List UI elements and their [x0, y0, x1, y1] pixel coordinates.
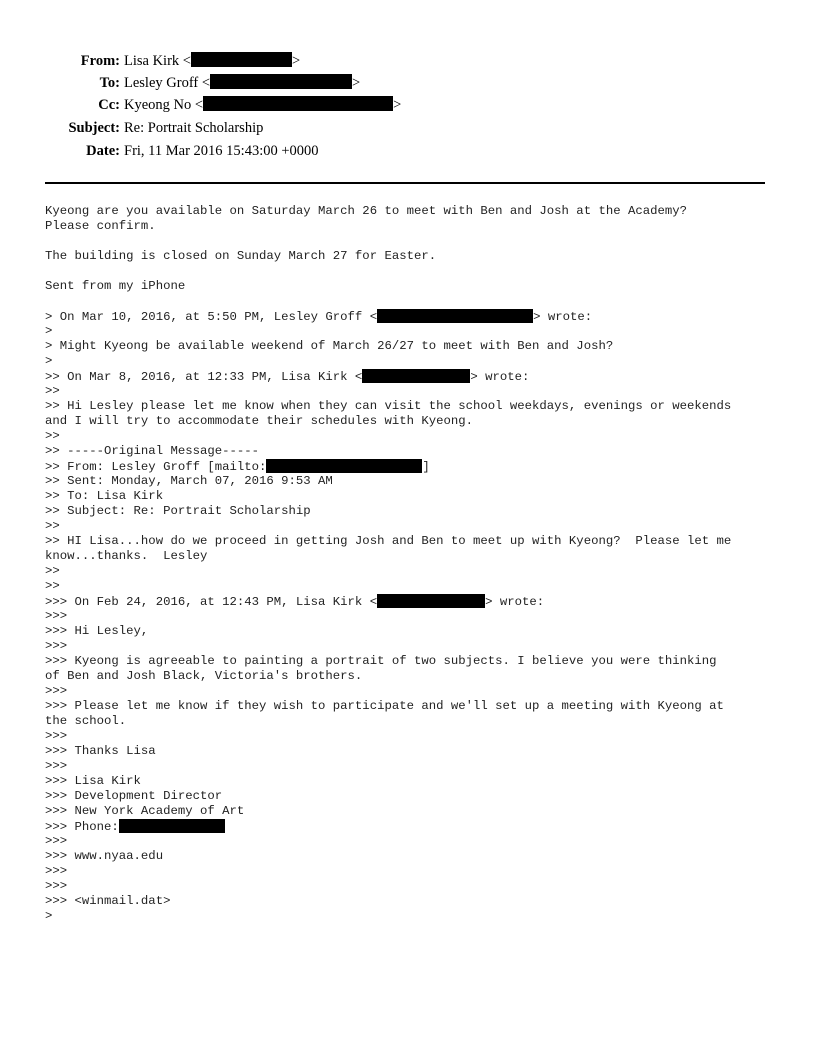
quote-line: >>> Phone: [45, 819, 785, 834]
quote-line: > [45, 324, 53, 338]
quote-line: >> -----Original Message----- [45, 444, 260, 458]
from-value: Lisa Kirk < > [124, 53, 301, 69]
quote-line: know...thanks. Lesley [45, 549, 208, 563]
quote-line: >>> [45, 759, 68, 773]
email-body [45, 204, 785, 924]
quote-line: >>> Hi Lesley, [45, 624, 149, 638]
redaction [203, 96, 393, 111]
quote-line: >>> [45, 879, 68, 893]
attachment-line: >>> <winmail.dat> [45, 894, 171, 908]
to-label: To: [99, 75, 120, 91]
quote-line: >> [45, 429, 60, 443]
body-line: Kyeong are you available on Saturday March 26 to meet with Ben and Josh at the Academy? [45, 204, 688, 218]
redaction [377, 594, 485, 608]
quote-line: >>> Thanks Lisa [45, 744, 156, 758]
quote-line: >>> [45, 609, 68, 623]
date-label: Date: [86, 143, 120, 159]
quote-line: the school. [45, 714, 127, 728]
quote-line: >> To: Lisa Kirk [45, 489, 164, 503]
quote-line: >>> New York Academy of Art [45, 804, 245, 818]
subject-value: Re: Portrait Scholarship [124, 120, 264, 136]
quote-line: >>> [45, 684, 68, 698]
quote-line: and I will try to accommodate their schedules with Kyeong. [45, 414, 474, 428]
redaction [191, 52, 292, 67]
header-divider [45, 182, 765, 184]
quote-line: >>> www.nyaa.edu [45, 849, 164, 863]
date-value: Fri, 11 Mar 2016 15:43:00 +0000 [124, 143, 319, 159]
subject-label: Subject: [68, 120, 120, 136]
quote-line: > On Mar 10, 2016, at 5:50 PM, Lesley Groff < > wrote: [45, 310, 593, 324]
quote-line: >>> Development Director [45, 789, 223, 803]
quote-line: >> [45, 564, 60, 578]
quote-line: >> [45, 519, 60, 533]
quote-line: >> Subject: Re: Portrait Scholarship [45, 504, 311, 518]
redaction [377, 309, 533, 323]
quote-line: >>> Kyeong is agreeable to painting a portrait of two subjects. I believe you were thinking [45, 654, 717, 668]
quote-line: >> On Mar 8, 2016, at 12:33 PM, Lisa Kirk < > wrote: [45, 370, 530, 384]
from-label: From: [80, 53, 120, 69]
cc-value: Kyeong No < > [124, 97, 402, 113]
body-line: The building is closed on Sunday March 27 for Easter. [45, 249, 437, 263]
quote-line: >>> On Feb 24, 2016, at 12:43 PM, Lisa Kirk < > wrote: [45, 595, 545, 609]
redaction [266, 459, 422, 473]
quote-line: >> HI Lisa...how do we proceed in getting Josh and Ben to meet up with Kyeong? Please let me [45, 534, 732, 548]
quote-line: of Ben and Josh Black, Victoria's brothers. [45, 669, 363, 683]
quote-line: > [45, 909, 53, 923]
quote-line: >>> [45, 864, 68, 878]
quote-line: >> [45, 579, 60, 593]
quote-line: >> [45, 384, 60, 398]
quote-line: > [45, 354, 53, 368]
quote-line: >>> Please let me know if they wish to participate and we'll set up a meeting with Kyeong at [45, 699, 724, 713]
redaction [119, 819, 225, 833]
quote-line: >>> [45, 834, 68, 848]
to-value: Lesley Groff < > [124, 75, 361, 91]
cc-label: Cc: [98, 97, 120, 113]
quote-line: >>> [45, 639, 68, 653]
redaction [210, 74, 352, 89]
quote-line: >>> Lisa Kirk [45, 774, 141, 788]
body-line: Please confirm. [45, 219, 156, 233]
redaction [362, 369, 470, 383]
quote-line: >> Sent: Monday, March 07, 2016 9:53 AM [45, 474, 333, 488]
quote-line: >> Hi Lesley please let me know when they can visit the school weekdays, evenings or weekends [45, 399, 732, 413]
quote-line: > Might Kyeong be available weekend of March 26/27 to meet with Ben and Josh? [45, 339, 614, 353]
body-line: Sent from my iPhone [45, 279, 186, 293]
quote-line: >> From: Lesley Groff [mailto: ] [45, 460, 430, 474]
quote-line: >>> [45, 729, 68, 743]
